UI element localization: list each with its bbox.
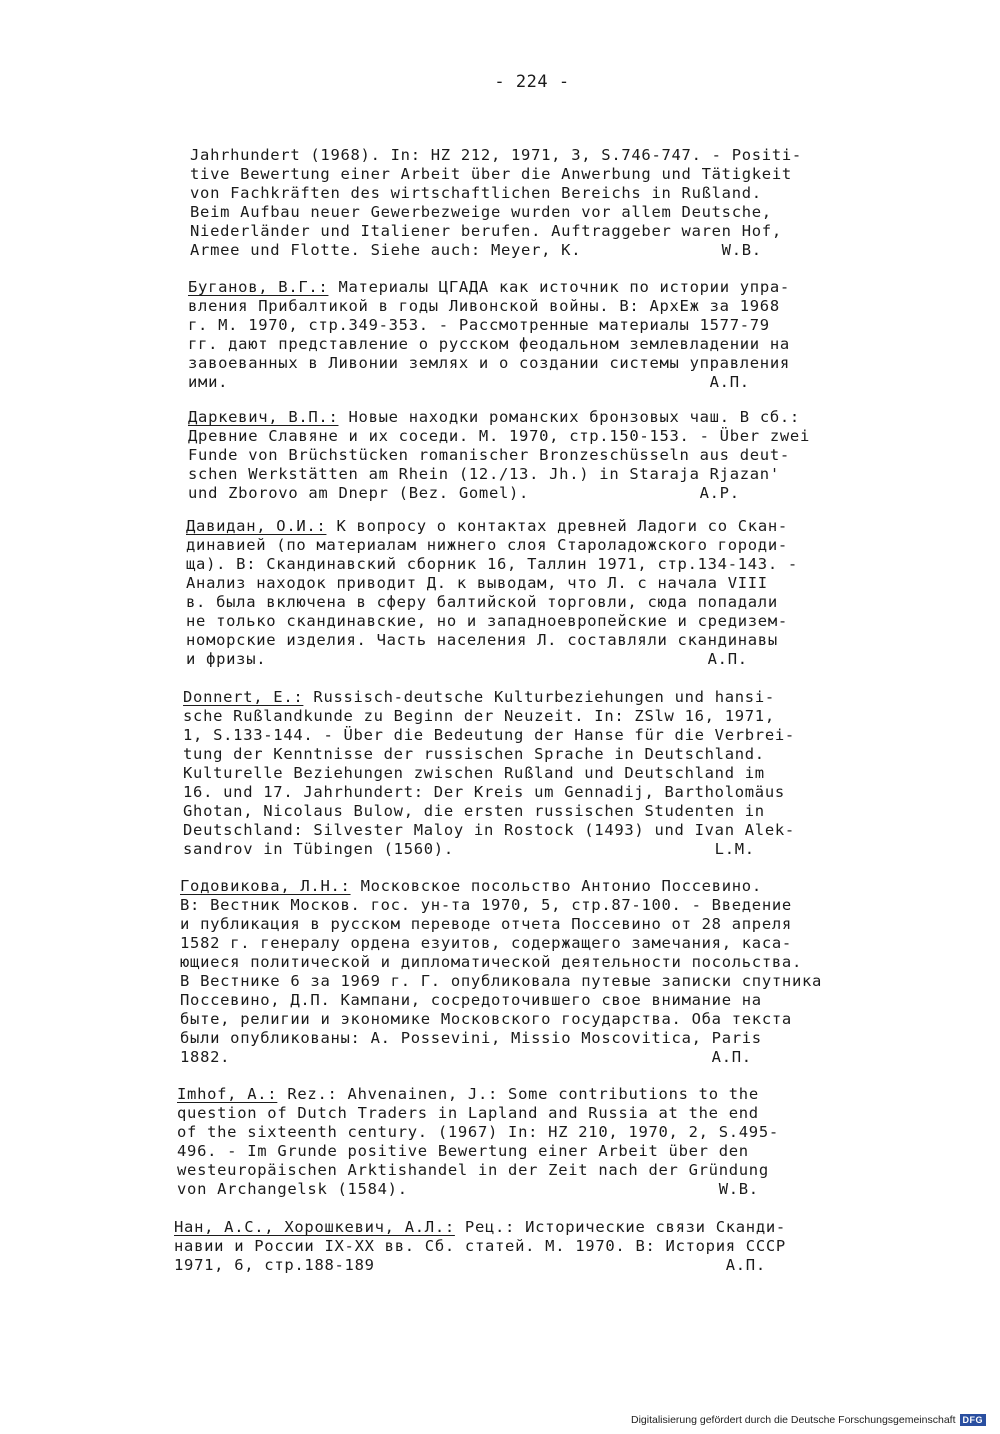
line-text: К вопросу о контактах древней Ладоги со Скан- <box>326 517 788 535</box>
line-text: В Вестнике 6 за 1969 г. Г. опубликовала путевые записки спутника <box>180 972 823 990</box>
line-text: быте, религии и экономике Московского государства. Оба текста <box>180 1010 792 1028</box>
text-line <box>180 915 792 934</box>
text-line <box>190 146 802 165</box>
text-line <box>183 745 765 764</box>
line-text: 496. - Im Grunde positive Bewertung einer Arbeit über den <box>177 1142 749 1160</box>
line-text: schen Werkstätten am Rhein (12./13. Jh.) in Staraja Rjazan' <box>188 465 780 483</box>
line-text: von Archangelsk (1584). W.B. <box>177 1180 759 1198</box>
line-text: westeuropäischen Arktishandel in der Zeit nach der Gründung <box>177 1161 769 1179</box>
text-line <box>180 991 762 1010</box>
line-text: Deutschland: Silvester Maloy in Rostock (1493) und Ivan Alek- <box>183 821 795 839</box>
line-text: и фризы. А.П. <box>186 650 748 668</box>
line-text: tung der Kenntnisse der russischen Sprache in Deutschland. <box>183 745 765 763</box>
text-line <box>174 1218 786 1237</box>
text-line <box>188 278 790 297</box>
text-line <box>190 241 762 260</box>
line-text: навии и России IX-XX вв. Сб. статей. М. 1970. В: История СССР <box>174 1237 786 1255</box>
line-text: В: Вестник Москов. гос. ун-та 1970, 5, стр.87-100. - Введение <box>180 896 792 914</box>
text-line <box>180 934 792 953</box>
line-text: в. была включена в сферу балтийской торговли, сюда попадали <box>186 593 778 611</box>
entry-author: Donnert, E.: <box>183 688 304 706</box>
line-text: номорские изделия. Часть населения Л. составляли скандинавы <box>186 631 778 649</box>
text-line <box>177 1123 779 1142</box>
text-line <box>188 408 800 427</box>
text-line <box>190 203 772 222</box>
line-text: question of Dutch Traders in Lapland and Russia at the end <box>177 1104 759 1122</box>
line-text: Новые находки романских бронзовых чаш. В сб.: <box>338 408 800 426</box>
line-text: sche Rußlandkunde zu Beginn der Neuzeit. In: ZSlw 16, 1971, <box>183 707 775 725</box>
text-line <box>188 484 740 503</box>
line-text: 16. und 17. Jahrhundert: Der Kreis um Gennadij, Bartholomäus <box>183 783 785 801</box>
dfg-logo-icon: DFG <box>960 1414 987 1426</box>
entry-author: Давидан, О.И.: <box>186 517 327 535</box>
line-text: гг. дают представление о русском феодальном землевладении на <box>188 335 790 353</box>
text-line <box>183 707 775 726</box>
text-line <box>183 688 775 707</box>
line-text: Рец.: Исторические связи Сканди- <box>454 1218 786 1236</box>
text-line <box>186 593 778 612</box>
line-text: Jahrhundert (1968). In: HZ 212, 1971, 3, S.746-747. - Positi- <box>190 146 802 164</box>
line-text: und Zborovo am Dnepr (Bez. Gomel). A.P. <box>188 484 740 502</box>
entry-author: Буганов, В.Г.: <box>188 278 329 296</box>
entry-author: Нан, А.С., Хорошкевич, А.Л.: <box>174 1218 455 1236</box>
text-line <box>186 574 768 593</box>
text-line <box>177 1104 759 1123</box>
line-text: Russisch-deutsche Kulturbeziehungen und hansi- <box>303 688 775 706</box>
page-number: - 224 - <box>494 72 570 92</box>
text-line <box>180 972 822 991</box>
line-text: Armee und Flotte. Siehe auch: Meyer, K. W.B. <box>190 241 762 259</box>
entry-author: Даркевич, В.П.: <box>188 408 339 426</box>
line-text: динавией (по материалам нижнего слоя Староладожского городи- <box>186 536 788 554</box>
line-text: 1971, 6, стр.188-189 А.П. <box>174 1256 766 1274</box>
text-line <box>186 612 788 631</box>
text-line <box>188 354 790 373</box>
line-text: 1582 г. генералу ордена езуитов, содержащего замечания, каса- <box>180 934 792 952</box>
line-text: Древние Славяне и их соседи. М. 1970, стр.150-153. - Über zwei <box>188 427 810 445</box>
line-text: были опубликованы: A. Possevini, Missio Moscovitica, Paris <box>180 1029 762 1047</box>
text-line <box>188 465 780 484</box>
text-line <box>177 1142 749 1161</box>
text-line <box>183 821 795 840</box>
line-text: Kulturelle Beziehungen zwischen Rußland und Deutschland im <box>183 764 765 782</box>
text-line <box>188 335 790 354</box>
text-line <box>183 840 755 859</box>
text-line <box>180 1029 762 1048</box>
line-text: Beim Aufbau neuer Gewerbezweige wurden vor allem Deutsche, <box>190 203 772 221</box>
line-text: sandrov in Tübingen (1560). L.M. <box>183 840 755 858</box>
line-text: of the sixteenth century. (1967) In: HZ 210, 1970, 2, S.495- <box>177 1123 779 1141</box>
text-line <box>180 953 802 972</box>
footer <box>631 1414 986 1426</box>
text-line <box>177 1161 769 1180</box>
text-line <box>186 650 748 669</box>
line-text: ими. А.П. <box>188 373 750 391</box>
text-line <box>190 222 782 241</box>
footer-text: Digitalisierung gefördert durch die Deutsche Forschungsgemeinschaft <box>630 1414 956 1426</box>
entry-author: Imhof, A.: <box>177 1085 278 1103</box>
text-line <box>180 877 762 896</box>
line-text: 1, S.133-144. - Über die Bedeutung der Hanse für die Verbrei- <box>183 726 795 744</box>
line-text: Ghotan, Nicolaus Bulow, die ersten russischen Studenten in <box>183 802 765 820</box>
entry-author: Годовикова, Л.Н.: <box>180 877 351 895</box>
text-line <box>188 316 770 335</box>
text-line <box>174 1256 766 1275</box>
line-text: Поссевино, Д.П. Кампани, сосредоточившего свое внимание на <box>180 991 762 1009</box>
line-text: Анализ находок приводит Д. к выводам, что Л. с начала VIII <box>186 574 768 592</box>
text-line <box>177 1085 759 1104</box>
line-text: Московское посольство Антонио Поссевино. <box>350 877 762 895</box>
text-line <box>188 297 780 316</box>
line-text: tive Bewertung einer Arbeit über die Anwerbung und Tätigkeit <box>190 165 792 183</box>
text-line <box>183 764 765 783</box>
text-line <box>183 726 795 745</box>
line-text: Niederländer und Italiener berufen. Auftraggeber waren Hof, <box>190 222 782 240</box>
text-line <box>174 1237 786 1256</box>
text-line <box>183 783 785 802</box>
text-line <box>186 517 788 536</box>
line-text: и публикация в русском переводе отчета Поссевино от 28 апреля <box>180 915 792 933</box>
line-text: завоеванных в Ливонии землях и о создании системы управления <box>188 354 790 372</box>
text-line <box>186 555 798 574</box>
text-line <box>188 427 810 446</box>
line-text: вления Прибалтикой в годы Ливонской войны. В: АрхЕж за 1968 <box>188 297 780 315</box>
line-text: Funde von Brüchstücken romanischer Bronzeschüsseln aus deut- <box>188 446 790 464</box>
text-line <box>190 165 792 184</box>
text-line <box>183 802 765 821</box>
line-text: Материалы ЦГАДА как источник по истории упра- <box>328 278 790 296</box>
text-line <box>190 184 762 203</box>
line-text: не только скандинавские, но и западноевропейские и средизем- <box>186 612 788 630</box>
line-text: 1882. А.П. <box>180 1048 752 1066</box>
text-line <box>180 896 792 915</box>
line-text: г. М. 1970, стр.349-353. - Рассмотренные материалы 1577-79 <box>188 316 770 334</box>
text-line <box>177 1180 759 1199</box>
line-text: von Fachkräften des wirtschaftlichen Bereichs in Rußland. <box>190 184 762 202</box>
line-text: Rez.: Ahvenainen, J.: Some contributions to the <box>277 1085 759 1103</box>
text-line <box>186 536 788 555</box>
text-line <box>188 373 750 392</box>
text-line <box>186 631 778 650</box>
text-line <box>180 1048 752 1067</box>
text-line <box>188 446 790 465</box>
text-line <box>180 1010 792 1029</box>
line-text: ющиеся политической и дипломатической деятельности посольства. <box>180 953 802 971</box>
line-text: ща). В: Скандинавский сборник 16, Таллин 1971, стр.134-143. - <box>186 555 798 573</box>
